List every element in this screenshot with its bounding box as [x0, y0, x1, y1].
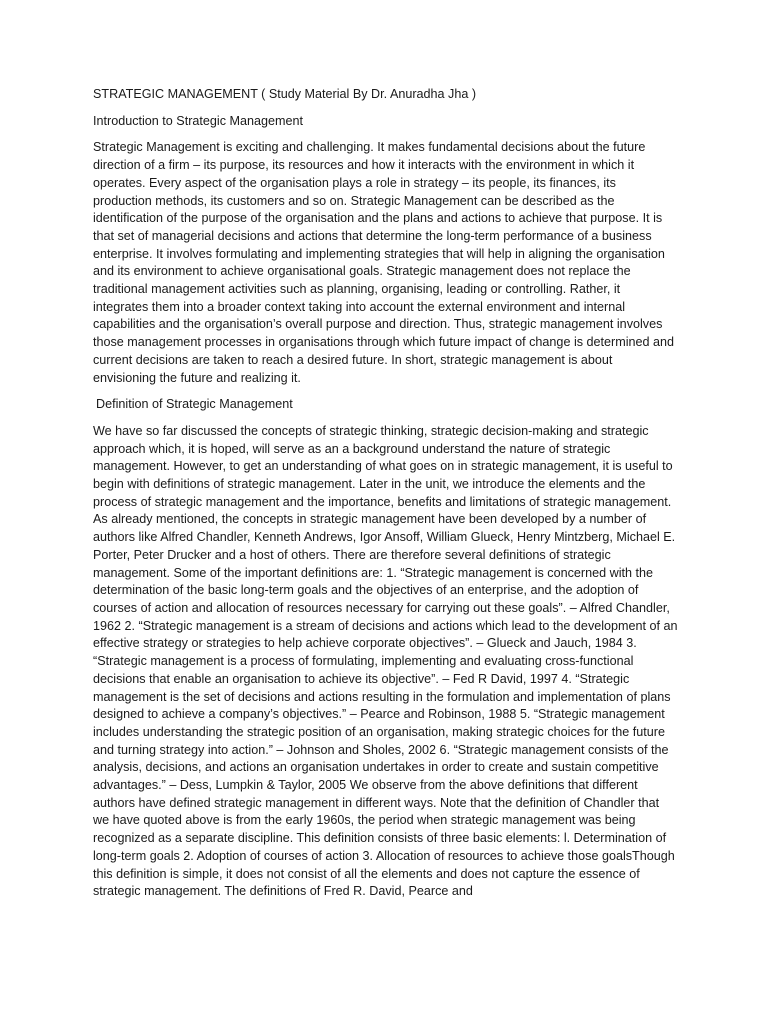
- document-page: [93, 86, 678, 910]
- section-heading-definition: Definition of Strategic Management: [96, 397, 293, 412]
- paragraph-introduction: Strategic Management is exciting and challenging. It makes fundamental decisions about the future direction of a firm – its purpose, its resources and how it interacts with the environment in which it operates. Every aspect of the organisation plays a role in strategy – its people, its finances, its production methods, its customers and so on. Strategic Management can be described as the identification of the purpose of the organisation and the plans and actions to achieve that purpose. It is that set of managerial decisions and actions that determine the long-term performance of a business enterprise. It involves formulating and implementing strategies that will help in aligning the organisation and its environment to achieve organisational goals. Strategic management does not replace the traditional management activities such as planning, organising, leading or controlling. Rather, it integrates them into a broader context taking into account the external environment and internal capabilities and the organisation’s overall purpose and direction. Thus, strategic management involves those management processes in organisations through which future impact of change is determined and current decisions are taken to reach a desired future. In short, strategic management is about envisioning the future and realizing it.: [93, 140, 675, 385]
- section-heading-introduction: Introduction to Strategic Management: [93, 113, 304, 128]
- document-title: STRATEGIC MANAGEMENT ( Study Material By Dr. Anuradha Jha ): [93, 87, 477, 101]
- paragraph-definition: We have so far discussed the concepts of strategic thinking, strategic decision-making and strategic approach which, it is hoped, will serve as an a background understand the nature of strategic management. However, to get an understanding of what goes on in strategic management, it is useful to begin with definitions of strategic management. Later in the unit, we introduce the elements and the process of strategic management and the importance, benefits and limitations of strategic management. As already mentioned, the concepts in strategic management have been developed by a number of authors like Alfred Chandler, Kenneth Andrews, Igor Ansoff, William Glueck, Henry Mintzberg, Michael E. Porter, Peter Drucker and a host of others. There are therefore several definitions of strategic management. Some of the important definitions are: 1. “Strategic management is concerned with the determination of the basic long-term goals and the objectives of an enterprise, and the adoption of courses of action and allocation of resources necessary for carrying out these goals”. – Alfred Chandler, 1962 2. “Strategic management is a stream of decisions and actions which lead to the development of an effective strategy or strategies to help achieve corporate objectives”. – Glueck and Jauch, 1984 3. “Strategic management is a process of formulating, implementing and evaluating cross-functional decisions that enable an organisation to achieve its objective”. – Fed R David, 1997 4. “Strategic management is the set of decisions and actions resulting in the formulation and implementation of plans designed to achieve a company’s objectives.” – Pearce and Robinson, 1988 5. “Strategic management includes understanding the strategic position of an organisation, making strategic choices for the future and turning strategy into action.” – Johnson and Sholes, 2002 6. “Strategic management consists of the analysis, decisions, and actions an organisation undertakes in order to create and sustain competitive advantages.” – Dess, Lumpkin & Taylor, 2005 We observe from the above definitions that different authors have defined strategic management in different ways. Note that the definition of Chandler that we have quoted above is from the early 1960s, the period when strategic management was being recognized as a separate discipline. This definition consists of three basic elements: l. Determination of long-term goals 2. Adoption of courses of action 3. Allocation of resources to achieve those goalsThough this definition is simple, it does not consist of all the elements and does not capture the essence of strategic management. The definitions of Fred R. David, Pearce and: [93, 423, 678, 899]
